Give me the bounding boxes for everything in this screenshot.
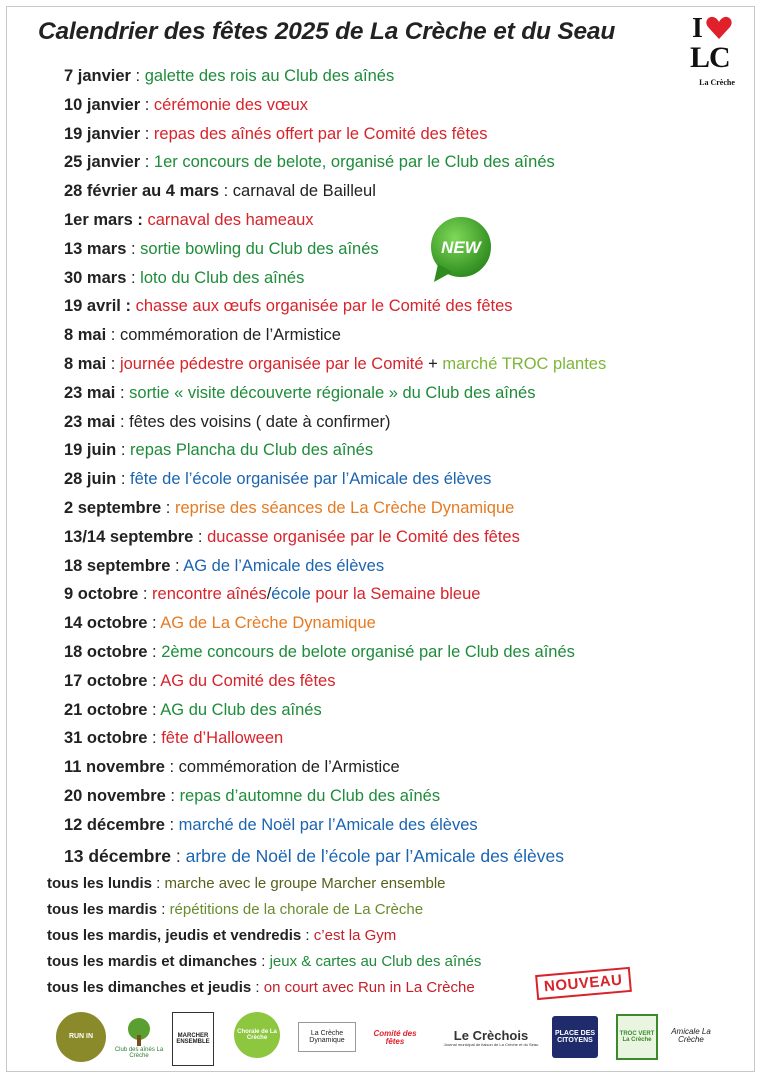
run-in-logo <box>56 1012 106 1062</box>
i-love-lc-logo <box>688 14 744 90</box>
event-separator: : <box>171 845 186 866</box>
place-citoyens-logo <box>552 1016 598 1058</box>
event-separator: : <box>116 470 131 489</box>
event-row <box>64 408 606 437</box>
event-date: 23 mai <box>64 412 116 431</box>
event-row <box>64 782 606 811</box>
event-description: + <box>423 354 443 373</box>
weekly-activity: marche avec le groupe Marcher ensemble <box>164 875 446 892</box>
event-separator: : <box>140 95 154 114</box>
club-aines-logo <box>114 1012 164 1064</box>
place-citoyens-logo-text: PLACE DES CITOYENS <box>554 1029 596 1044</box>
event-date: 11 novembre <box>64 758 165 777</box>
event-separator: : <box>147 729 162 748</box>
event-description: journée pédestre organisée par le Comité <box>119 354 424 373</box>
event-date: 13 décembre <box>64 845 172 866</box>
event-description: repas d’automne du Club des aînés <box>179 786 441 805</box>
event-row <box>64 235 606 264</box>
new-badge-label: NEW <box>441 238 481 257</box>
weekly-activity: c’est la Gym <box>313 927 397 944</box>
event-row <box>64 840 606 872</box>
event-description: repas des aînés offert par le Comité des fêtes <box>153 124 488 143</box>
event-row <box>64 494 606 523</box>
event-row <box>64 811 606 840</box>
chorale-logo-text: Chorale de La Crèche <box>237 1028 277 1041</box>
event-separator: : <box>219 182 233 201</box>
event-row <box>64 120 606 149</box>
marcher-ensemble-logo-text: MARCHER ENSEMBLE <box>176 1032 210 1045</box>
troc-vert-logo <box>616 1014 658 1060</box>
amicale-logo <box>666 1012 716 1060</box>
event-row <box>64 523 606 552</box>
event-description: fête d’Halloween <box>161 729 284 748</box>
weekly-row <box>47 975 481 1001</box>
event-description: AG du Club des aînés <box>160 700 322 719</box>
event-description: marché TROC plantes <box>442 354 607 373</box>
event-row <box>64 350 606 379</box>
creche-dynamique-logo-text: La Crèche Dynamique <box>309 1029 345 1044</box>
troc-vert-logo-text: TROC VERT La Crèche <box>619 1030 655 1043</box>
comite-fetes-logo <box>370 1018 420 1058</box>
event-separator: : <box>161 498 175 517</box>
partner-logos <box>52 1012 722 1072</box>
chorale-logo <box>234 1012 280 1058</box>
event-date: 9 octobre <box>64 585 139 604</box>
weekly-separator: : <box>257 953 270 970</box>
event-separator: : <box>106 354 120 373</box>
event-date: 7 janvier <box>64 67 131 85</box>
weekly-activity: jeux & cartes au Club des aînés <box>269 953 482 970</box>
event-separator: : <box>170 556 184 575</box>
event-description: ducasse organisée par le Comité des fêtes <box>207 527 520 546</box>
event-description: AG de La Crèche Dynamique <box>160 614 376 633</box>
event-date: 25 janvier <box>64 153 141 172</box>
event-description: sortie « visite découverte régionale » du Club des aînés <box>129 383 536 402</box>
event-description: pour la Semaine bleue <box>310 585 481 604</box>
event-description: commémoration de l’Armistice <box>119 326 341 345</box>
event-description: 2ème concours de belote organisé par le Club des aînés <box>161 642 575 661</box>
event-separator: : <box>147 671 161 690</box>
event-separator: : <box>130 67 145 85</box>
event-separator: : <box>165 786 180 805</box>
event-row <box>64 177 606 206</box>
logo-i: I <box>692 13 703 44</box>
event-row <box>64 148 606 177</box>
event-date: 13 mars <box>64 239 127 258</box>
event-date: 19 janvier <box>64 124 141 143</box>
event-row <box>64 552 606 581</box>
weekly-day: tous les mardis et dimanches <box>47 953 258 970</box>
event-date: 14 octobre <box>64 614 148 633</box>
marcher-ensemble-logo <box>172 1012 214 1066</box>
run-in-logo-text: RUN IN <box>68 1033 94 1041</box>
event-date: 23 mai <box>64 383 116 402</box>
event-separator: : <box>126 239 141 258</box>
event-description: chasse aux œufs organisée par le Comité des fêtes <box>135 297 513 316</box>
weekly-activity: on court avec Run in La Crèche <box>263 979 475 996</box>
event-description: arbre de Noël de l’école par l’Amicale des élèves <box>185 845 565 866</box>
event-description: école <box>271 585 311 604</box>
event-row <box>64 609 606 638</box>
event-date: 17 octobre <box>64 671 148 690</box>
event-date: 20 novembre <box>64 786 166 805</box>
event-separator: : <box>140 153 154 172</box>
event-row <box>64 724 606 753</box>
event-row <box>64 264 606 293</box>
comite-fetes-logo-text: Comité des fêtes <box>373 1028 417 1046</box>
event-description: commémoration de l’Armistice <box>178 758 400 777</box>
weekly-separator: : <box>152 875 165 892</box>
weekly-row <box>47 871 481 897</box>
event-separator: : <box>140 124 154 143</box>
event-date: 21 octobre <box>64 700 148 719</box>
tree-icon <box>124 1017 154 1047</box>
event-date: 28 février au 4 mars <box>64 182 220 201</box>
event-separator: : <box>147 642 162 661</box>
event-description: cérémonie des vœux <box>153 95 308 114</box>
event-separator: : <box>138 585 153 604</box>
event-row <box>64 379 606 408</box>
weekly-day: tous les mardis <box>47 901 158 918</box>
event-separator: : <box>147 614 161 633</box>
event-description: / <box>266 585 272 604</box>
event-separator: : <box>126 268 141 287</box>
event-date: 10 janvier <box>64 95 141 114</box>
weekly-separator: : <box>301 927 314 944</box>
amicale-logo-text: Amicale La Crèche <box>671 1026 711 1044</box>
event-separator: : <box>147 700 161 719</box>
event-separator: : <box>106 326 120 345</box>
creche-dynamique-logo <box>298 1022 356 1052</box>
event-row <box>64 436 606 465</box>
weekly-day: tous les lundis <box>47 875 153 892</box>
event-description: rencontre aînés <box>152 585 267 604</box>
event-separator: : <box>115 412 130 431</box>
event-description: reprise des séances de La Crèche Dynamique <box>174 498 515 517</box>
logo-lc: LC <box>690 41 730 74</box>
event-separator: : <box>164 758 179 777</box>
event-date: 30 mars <box>64 268 127 287</box>
heart-icon <box>706 16 732 40</box>
event-date: 8 mai <box>64 326 107 345</box>
event-description: carnaval de Bailleul <box>232 182 376 201</box>
event-description: marché de Noël par l’Amicale des élèves <box>178 815 478 834</box>
event-row <box>64 753 606 782</box>
event-description: repas Plancha du Club des aînés <box>130 441 374 460</box>
event-row <box>64 580 606 609</box>
event-date: 13/14 septembre <box>64 527 194 546</box>
event-description: 1er concours de belote, organisé par le Club des aînés <box>153 153 555 172</box>
event-row <box>64 62 606 91</box>
event-separator: : <box>116 441 131 460</box>
weekly-activity: répétitions de la chorale de La Crèche <box>169 901 424 918</box>
weekly-day: tous les mardis, jeudis et vendredis <box>47 927 302 944</box>
le-crechois-subtitle: Journal municipal de liaison de La Crèche et du Seau <box>443 1041 539 1047</box>
event-row <box>64 321 606 350</box>
club-aines-logo-text: Club des aînés La Crèche <box>114 1046 164 1059</box>
events-list <box>64 62 606 872</box>
event-description: fête de l’école organisée par l’Amicale des élèves <box>130 470 492 489</box>
le-crechois-logo <box>438 1018 544 1058</box>
weekly-separator: : <box>157 901 170 918</box>
event-date: 19 avril : <box>64 297 131 316</box>
event-description: carnaval des hameaux <box>147 210 314 229</box>
event-date: 19 juin <box>64 441 117 460</box>
event-date: 28 juin <box>64 470 117 489</box>
logo-subtitle: La Crèche <box>699 78 735 87</box>
event-date: 12 décembre <box>64 815 165 834</box>
event-separator: : <box>115 383 130 402</box>
weekly-row <box>47 949 481 975</box>
event-date: 31 octobre <box>64 729 148 748</box>
page-title: Calendrier des fêtes 2025 de La Crèche et du Seau <box>38 18 616 45</box>
event-date: 18 octobre <box>64 642 148 661</box>
weekly-list <box>47 871 481 1001</box>
event-row <box>64 667 606 696</box>
event-date: 1er mars : <box>64 210 143 229</box>
event-date: 18 septembre <box>64 556 171 575</box>
event-separator: : <box>193 527 208 546</box>
event-row <box>64 206 606 235</box>
event-date: 8 mai <box>64 354 107 373</box>
weekly-day: tous les dimanches et jeudis <box>47 979 252 996</box>
weekly-separator: : <box>251 979 264 996</box>
event-description: sortie bowling du Club des aînés <box>140 239 379 258</box>
event-description: AG du Comité des fêtes <box>160 671 336 690</box>
le-crechois-title: Le Crèchois <box>453 1028 529 1044</box>
event-description: fêtes des voisins ( date à confirmer) <box>129 412 391 431</box>
event-description: galette des rois au Club des aînés <box>144 67 395 85</box>
event-row <box>64 696 606 725</box>
new-badge <box>426 214 496 284</box>
event-row <box>64 465 606 494</box>
event-row <box>64 91 606 120</box>
event-row <box>64 638 606 667</box>
event-description: loto du Club des aînés <box>140 268 305 287</box>
event-separator: : <box>164 815 179 834</box>
event-description: AG de l’Amicale des élèves <box>183 556 385 575</box>
nouveau-stamp: NOUVEAU <box>535 967 631 1000</box>
weekly-row <box>47 923 481 949</box>
weekly-row <box>47 897 481 923</box>
event-row <box>64 292 606 321</box>
event-date: 2 septembre <box>64 498 162 517</box>
